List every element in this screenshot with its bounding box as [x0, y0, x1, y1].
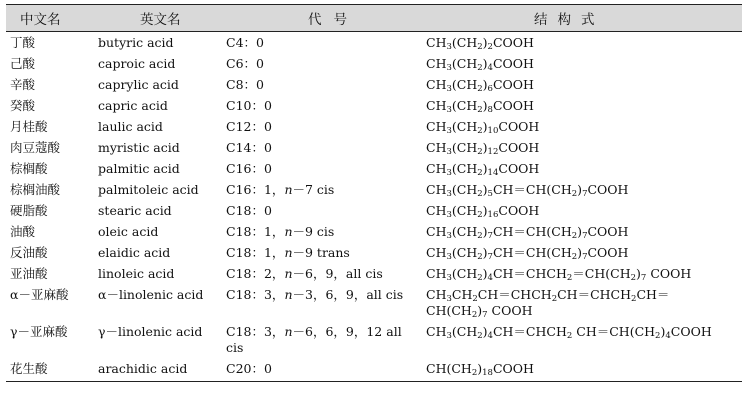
- cell-chinese-name-text: 癸酸: [10, 98, 36, 113]
- cell-english-name: [92, 321, 226, 358]
- cell-english-name-text: myristic acid: [98, 140, 180, 155]
- cell-structure-text: $CH_3(CH_2)_5CH=CH(CH_2)_7COOH$: [426, 182, 629, 199]
- table-row: [6, 242, 742, 263]
- cell-code-text: C18：2，n－6，9，all cis: [226, 266, 383, 281]
- cell-code: [226, 200, 426, 221]
- cell-english-name-text: caprylic acid: [98, 77, 179, 92]
- cell-chinese-name: [6, 221, 92, 242]
- cell-code-text: C18：0: [226, 203, 272, 218]
- cell-structure: [426, 358, 742, 381]
- cell-english-name: [92, 53, 226, 74]
- cell-code-text: C8：0: [226, 77, 264, 92]
- cell-chinese-name: [6, 321, 92, 358]
- cell-english-name-text: oleic acid: [98, 224, 159, 239]
- cell-english-name: [92, 358, 226, 381]
- cell-code: [226, 95, 426, 116]
- cell-english-name: [92, 284, 226, 321]
- cell-chinese-name-text: 丁酸: [10, 35, 36, 50]
- table-row: [6, 263, 742, 284]
- cell-english-name: [92, 116, 226, 137]
- cell-english-name-text: γ－linolenic acid: [98, 324, 203, 339]
- cell-chinese-name-text: 肉豆蔻酸: [10, 140, 61, 155]
- table-row: [6, 200, 742, 221]
- cell-structure: [426, 221, 742, 242]
- table-row: [6, 53, 742, 74]
- header-code: 代号: [308, 12, 359, 28]
- cell-code: [226, 116, 426, 137]
- cell-chinese-name-text: 棕榈油酸: [10, 182, 61, 197]
- cell-english-name-text: palmitic acid: [98, 161, 180, 176]
- cell-chinese-name-text: 辛酸: [10, 77, 36, 92]
- cell-chinese-name: [6, 53, 92, 74]
- cell-structure-text: $CH_3(CH_2)_7CH=CH(CH_2)_7COOH$: [426, 245, 629, 262]
- cell-code-text: C18：3，n－3，6，9，all cis: [226, 287, 404, 302]
- cell-code: [226, 74, 426, 95]
- cell-code: [226, 137, 426, 158]
- cell-structure-text: $CH_3(CH_2)_2COOH$: [426, 35, 534, 52]
- cell-structure: [426, 116, 742, 137]
- cell-english-name-text: caproic acid: [98, 56, 176, 71]
- cell-code-text: C14：0: [226, 140, 272, 155]
- cell-chinese-name-text: 反油酸: [10, 245, 48, 260]
- cell-code: [226, 32, 426, 54]
- header-english-name: 英文名: [140, 12, 181, 28]
- cell-chinese-name-text: 油酸: [10, 224, 36, 239]
- cell-english-name-text: arachidic acid: [98, 361, 188, 376]
- cell-structure-text: $CH_3(CH_2)_6COOH$: [426, 77, 534, 94]
- cell-english-name-text: linoleic acid: [98, 266, 175, 281]
- cell-english-name-text: palmitoleic acid: [98, 182, 199, 197]
- cell-structure: [426, 321, 742, 358]
- cell-chinese-name-text: 棕榈酸: [10, 161, 48, 176]
- cell-chinese-name-text: 硬脂酸: [10, 203, 48, 218]
- cell-code: [226, 358, 426, 381]
- table-row: [6, 95, 742, 116]
- cell-chinese-name-text: γ－亚麻酸: [10, 324, 68, 339]
- cell-english-name: [92, 200, 226, 221]
- cell-english-name: [92, 32, 226, 54]
- table-row: [6, 321, 742, 358]
- cell-english-name: [92, 137, 226, 158]
- cell-structure-text: $CH_3(CH_2)_4COOH$: [426, 56, 534, 73]
- header-chinese-name: 中文名: [20, 12, 61, 28]
- cell-english-name: [92, 179, 226, 200]
- cell-chinese-name-text: 亚油酸: [10, 266, 48, 281]
- fatty-acid-table: [6, 4, 742, 381]
- cell-chinese-name: [6, 284, 92, 321]
- cell-structure-text: $CH_3(CH_2)_7CH=CH(CH_2)_7COOH$: [426, 224, 629, 241]
- table-row: [6, 137, 742, 158]
- cell-english-name: [92, 242, 226, 263]
- cell-chinese-name-text: 花生酸: [10, 361, 48, 376]
- cell-english-name-text: laulic acid: [98, 119, 163, 134]
- cell-code: [226, 321, 426, 358]
- cell-structure-text: $CH_3(CH_2)_{10}COOH$: [426, 119, 540, 136]
- cell-english-name-text: capric acid: [98, 98, 168, 113]
- cell-structure-text: $CH_3(CH_2)_{14}COOH$: [426, 161, 540, 178]
- cell-structure-text: $CH_3(CH_2)_4CH=CHCH_2$ $CH=CH(CH_2)_4COOH$: [426, 324, 712, 341]
- cell-code: [226, 242, 426, 263]
- cell-chinese-name: [6, 116, 92, 137]
- cell-code: [226, 179, 426, 200]
- cell-chinese-name: [6, 158, 92, 179]
- header-row: [6, 5, 742, 32]
- table-body: [6, 32, 742, 382]
- table-row: [6, 284, 742, 321]
- cell-chinese-name-text: α－亚麻酸: [10, 287, 69, 302]
- cell-english-name: [92, 74, 226, 95]
- cell-chinese-name-text: 己酸: [10, 56, 36, 71]
- cell-structure: [426, 242, 742, 263]
- cell-code-text: C12：0: [226, 119, 272, 134]
- table-row: [6, 179, 742, 200]
- cell-chinese-name-text: 月桂酸: [10, 119, 48, 134]
- cell-code-text: C18：1，n－9 cis: [226, 224, 335, 239]
- cell-chinese-name: [6, 137, 92, 158]
- cell-structure: [426, 158, 742, 179]
- cell-code: [226, 221, 426, 242]
- cell-code-text: C16：0: [226, 161, 272, 176]
- cell-structure: [426, 263, 742, 284]
- cell-english-name-text: butyric acid: [98, 35, 174, 50]
- cell-code-text: C6：0: [226, 56, 264, 71]
- cell-english-name: [92, 158, 226, 179]
- table-row: [6, 32, 742, 54]
- cell-english-name-text: α－linolenic acid: [98, 287, 204, 302]
- header-structure: 结构式: [534, 12, 605, 28]
- cell-chinese-name: [6, 242, 92, 263]
- cell-structure-text: $CH_3CH_2CH=CHCH_2CH=CHCH_2CH=CH(CH_2)_7$ COOH: [426, 287, 670, 320]
- cell-structure-text: $CH_3(CH_2)_4CH=CHCH_2=CH(CH_2)_7$ COOH: [426, 266, 692, 283]
- cell-structure: [426, 200, 742, 221]
- cell-structure-text: $CH(CH_2)_{18}COOH$: [426, 361, 534, 378]
- cell-english-name: [92, 95, 226, 116]
- cell-structure: [426, 74, 742, 95]
- cell-english-name-text: elaidic acid: [98, 245, 171, 260]
- table-row: [6, 158, 742, 179]
- cell-chinese-name: [6, 32, 92, 54]
- table-row: [6, 116, 742, 137]
- cell-english-name-text: stearic acid: [98, 203, 172, 218]
- cell-code-text: C20：0: [226, 361, 272, 376]
- cell-code-text: C10：0: [226, 98, 272, 113]
- cell-structure: [426, 137, 742, 158]
- table-header: [6, 5, 742, 32]
- cell-code-text: C4：0: [226, 35, 264, 50]
- cell-english-name: [92, 221, 226, 242]
- cell-code: [226, 284, 426, 321]
- cell-structure: [426, 179, 742, 200]
- bottom-rule: [6, 381, 742, 382]
- cell-code: [226, 53, 426, 74]
- cell-chinese-name: [6, 74, 92, 95]
- table-row: [6, 74, 742, 95]
- cell-structure-text: $CH_3(CH_2)_8COOH$: [426, 98, 534, 115]
- cell-code-text: C18：3，n－6，6，9，12 all cis: [226, 324, 402, 355]
- cell-chinese-name: [6, 200, 92, 221]
- cell-code: [226, 263, 426, 284]
- cell-english-name: [92, 263, 226, 284]
- cell-structure-text: $CH_3(CH_2)_{12}COOH$: [426, 140, 540, 157]
- cell-chinese-name: [6, 263, 92, 284]
- cell-code-text: C18：1，n－9 trans: [226, 245, 350, 260]
- table-row: [6, 221, 742, 242]
- cell-code: [226, 158, 426, 179]
- cell-structure: [426, 32, 742, 54]
- cell-code-text: C16：1，n－7 cis: [226, 182, 335, 197]
- cell-structure: [426, 284, 742, 321]
- cell-chinese-name: [6, 95, 92, 116]
- cell-structure: [426, 53, 742, 74]
- cell-structure: [426, 95, 742, 116]
- cell-structure-text: $CH_3(CH_2)_{16}COOH$: [426, 203, 540, 220]
- cell-chinese-name: [6, 179, 92, 200]
- table-row: [6, 358, 742, 381]
- cell-chinese-name: [6, 358, 92, 381]
